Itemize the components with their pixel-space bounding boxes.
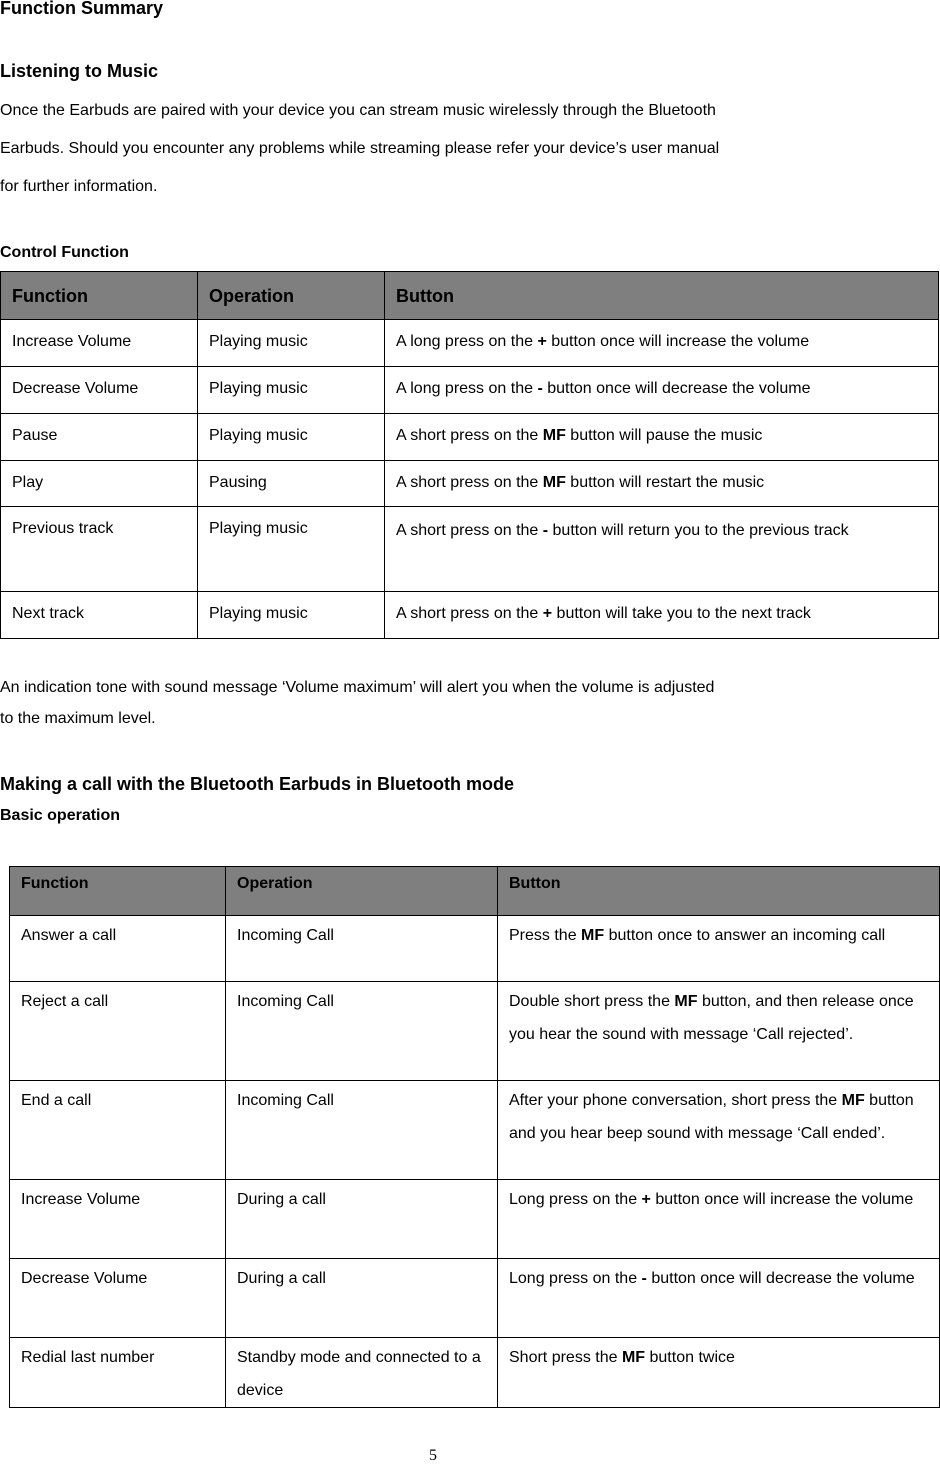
button-text-pre: A long press on the — [396, 333, 538, 350]
cell-operation: Playing music — [198, 320, 385, 367]
table-row — [10, 982, 940, 1081]
table-header-row — [1, 272, 939, 320]
button-text-post: button, and then release once you hear the sound with message ‘Call rejected’. — [509, 993, 914, 1043]
header-operation: Operation — [226, 867, 498, 916]
table-row — [10, 1338, 940, 1408]
button-key: MF — [542, 427, 566, 444]
button-text-post: button twice — [645, 1349, 735, 1366]
cell-button — [498, 1081, 940, 1180]
cell-function: Redial last number — [10, 1338, 226, 1408]
intro-line-3: for further information. — [0, 178, 158, 195]
page-title: Function Summary — [0, 0, 164, 18]
cell-operation: Playing music — [198, 414, 385, 461]
cell-operation: Playing music — [198, 367, 385, 414]
section-heading-listening: Listening to Music — [0, 61, 159, 81]
intro-paragraph — [0, 92, 930, 206]
button-text-pre: Long press on the — [509, 1191, 642, 1208]
button-key: MF — [542, 474, 566, 491]
header-operation: Operation — [198, 272, 385, 320]
cell-operation: During a call — [226, 1180, 498, 1259]
cell-button — [498, 1259, 940, 1338]
cell-button — [385, 507, 939, 592]
cell-button — [385, 367, 939, 414]
table-row — [10, 1259, 940, 1338]
cell-function: Increase Volume — [10, 1180, 226, 1259]
button-text-post: button will pause the music — [565, 427, 763, 444]
cell-operation: Incoming Call — [226, 1081, 498, 1180]
cell-button — [498, 1338, 940, 1408]
intro-line-2: Earbuds. Should you encounter any problems while streaming please refer your device’s user manual — [0, 140, 720, 157]
table-row — [1, 507, 939, 592]
button-text-post: button will take you to the next track — [552, 605, 811, 622]
table-header-row — [10, 867, 940, 916]
cell-operation: Incoming Call — [226, 916, 498, 982]
cell-button — [385, 461, 939, 507]
button-key: - — [542, 522, 549, 539]
button-text-pre: A long press on the — [396, 380, 538, 397]
making-call-heading: Making a call with the Bluetooth Earbuds in Bluetooth mode — [0, 774, 515, 794]
cell-function: Decrease Volume — [10, 1259, 226, 1338]
intro-line-1: Once the Earbuds are paired with your device you can stream music wirelessly through the Bluetooth — [0, 102, 716, 119]
cell-function: Next track — [1, 592, 198, 639]
cell-operation: Playing music — [198, 592, 385, 639]
button-text-pre: A short press on the — [396, 474, 543, 491]
button-text-post: button once will increase the volume — [546, 333, 810, 350]
button-text-pre: Press the — [509, 927, 582, 944]
cell-function: Increase Volume — [1, 320, 198, 367]
button-text-pre: Short press the — [509, 1349, 622, 1366]
cell-function: Previous track — [1, 507, 198, 592]
button-text-pre: A short press on the — [396, 427, 543, 444]
cell-button — [385, 592, 939, 639]
indication-paragraph — [0, 672, 930, 734]
button-key: MF — [621, 1349, 646, 1366]
cell-function: End a call — [10, 1081, 226, 1180]
table-row — [10, 916, 940, 982]
button-text-pre: A short press on the — [396, 522, 543, 539]
table-row — [1, 461, 939, 507]
button-text-pre: Long press on the — [509, 1270, 642, 1287]
button-key: MF — [841, 1092, 865, 1109]
table-row — [10, 1180, 940, 1259]
table-row — [1, 367, 939, 414]
button-text-post: button once will decrease the volume — [542, 380, 811, 397]
button-text-post: button once to answer an incoming call — [604, 927, 886, 944]
cell-button — [498, 1180, 940, 1259]
table-row — [1, 592, 939, 639]
cell-button — [385, 414, 939, 461]
control-function-table — [0, 271, 939, 639]
table-row — [1, 320, 939, 367]
button-key: + — [537, 333, 547, 350]
button-text-pre: Double short press the — [509, 993, 675, 1010]
cell-operation: Playing music — [198, 507, 385, 592]
cell-function: Reject a call — [10, 982, 226, 1081]
button-key: - — [641, 1270, 647, 1287]
page-number: 5 — [429, 1447, 437, 1464]
cell-function: Pause — [1, 414, 198, 461]
button-text-post: button once will increase the volume — [650, 1191, 914, 1208]
table-row — [10, 1081, 940, 1180]
button-key: - — [537, 380, 543, 397]
button-key: + — [542, 605, 553, 622]
cell-button — [385, 320, 939, 367]
cell-function: Answer a call — [10, 916, 226, 982]
cell-button — [498, 916, 940, 982]
button-key: MF — [581, 927, 605, 944]
cell-operation: Incoming Call — [226, 982, 498, 1081]
indication-line-2: to the maximum level. — [0, 710, 156, 727]
button-key: MF — [674, 993, 698, 1010]
cell-function: Play — [1, 461, 198, 507]
cell-function: Decrease Volume — [1, 367, 198, 414]
header-button: Button — [385, 272, 939, 320]
basic-operation-heading: Basic operation — [0, 807, 121, 824]
button-text-pre: After your phone conversation, short press the — [509, 1092, 842, 1109]
button-text-post: button will restart the music — [565, 474, 765, 491]
button-key: + — [641, 1191, 651, 1208]
header-function: Function — [10, 867, 226, 916]
header-function: Function — [1, 272, 198, 320]
button-text-post: button and you hear beep sound with message ‘Call ended’. — [509, 1092, 914, 1142]
cell-operation: Standby mode and connected to a device — [226, 1338, 498, 1408]
button-text-pre: A short press on the — [396, 605, 543, 622]
button-text-post: button once will decrease the volume — [646, 1270, 915, 1287]
header-button: Button — [498, 867, 940, 916]
indication-line-1: An indication tone with sound message ‘Volume maximum’ will alert you when the volume is adjusted — [0, 679, 715, 696]
call-operation-table — [9, 866, 940, 1408]
button-text-post: button will return you to the previous track — [548, 522, 849, 539]
table-row — [1, 414, 939, 461]
cell-operation: Pausing — [198, 461, 385, 507]
cell-button — [498, 982, 940, 1081]
control-function-heading: Control Function — [0, 244, 129, 261]
cell-operation: During a call — [226, 1259, 498, 1338]
